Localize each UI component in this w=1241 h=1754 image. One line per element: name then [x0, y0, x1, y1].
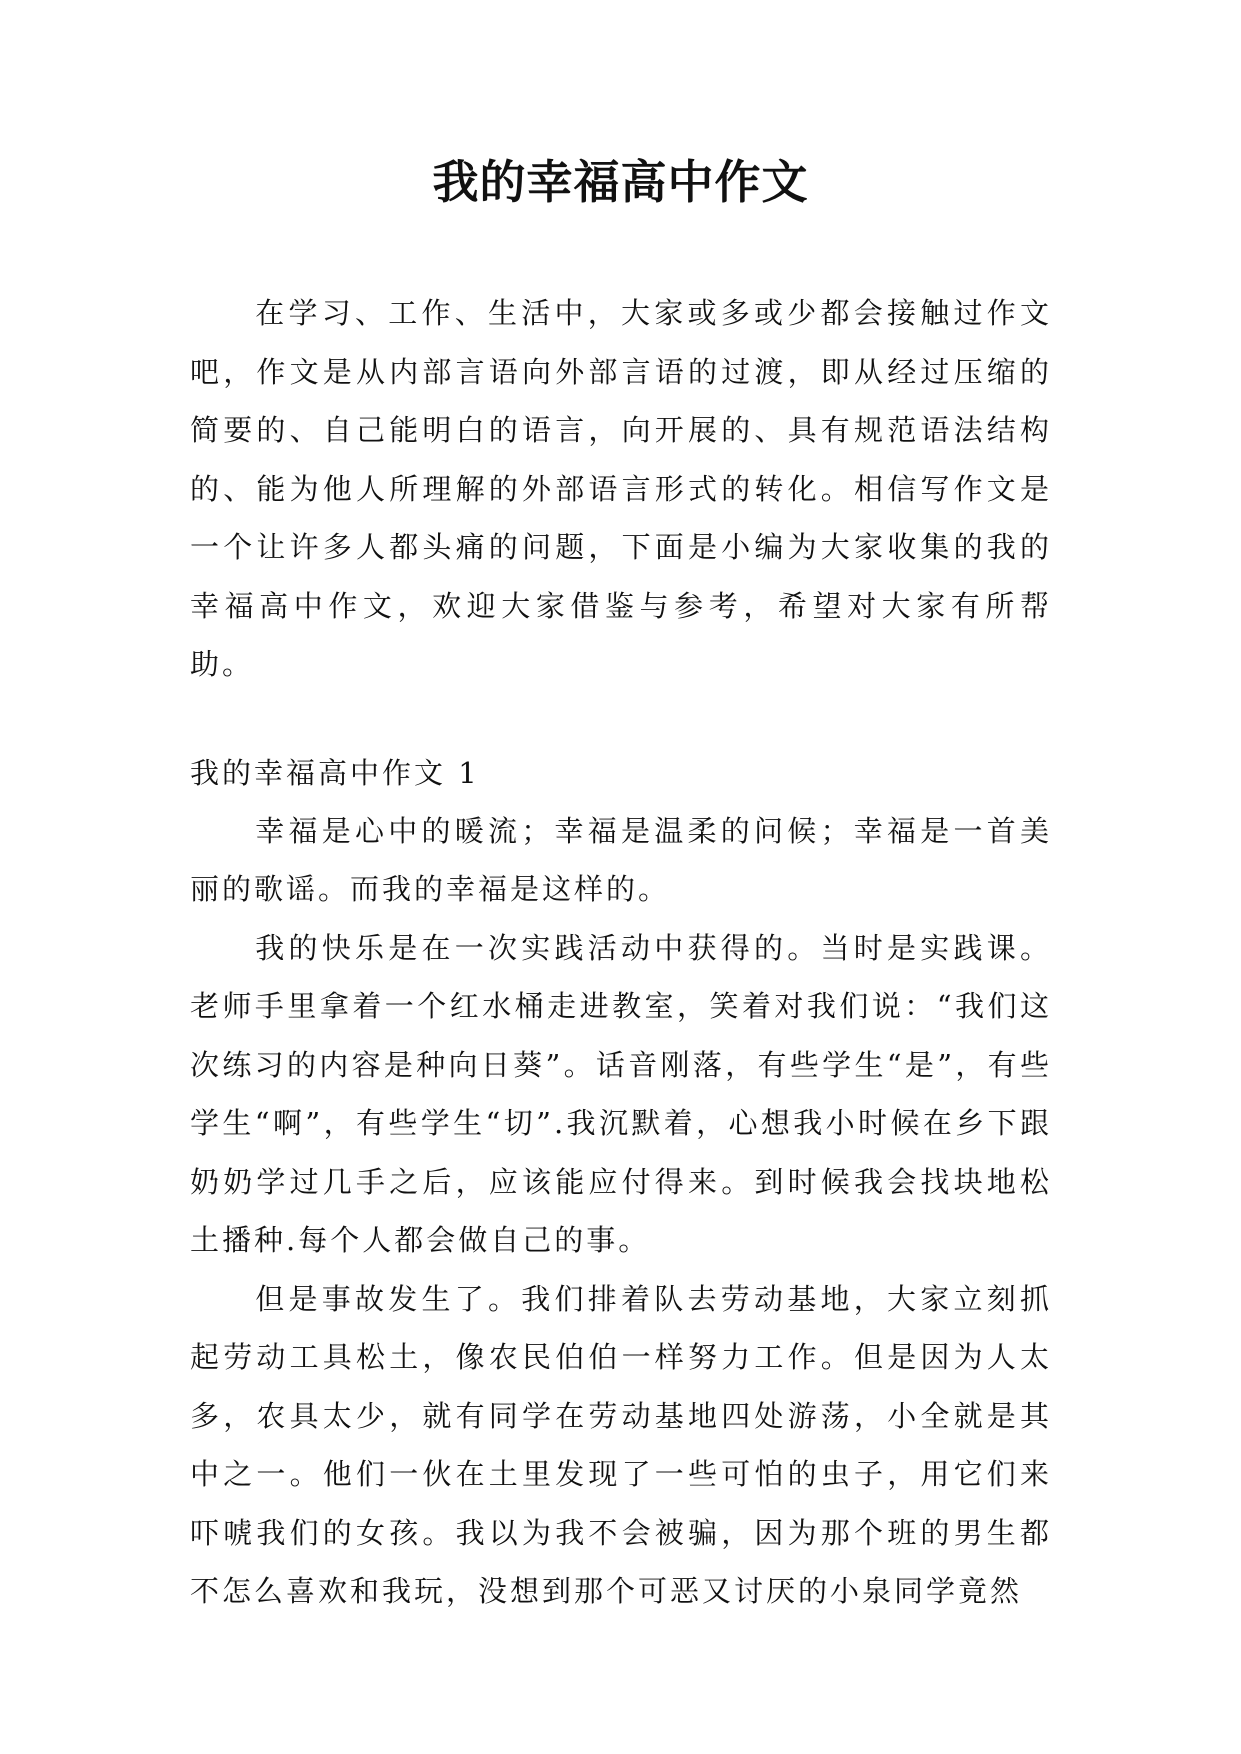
section-heading: 我的幸福高中作文 1	[190, 755, 480, 790]
body-paragraph-3: 但是事故发生了。我们排着队去劳动基地，大家立刻抓起劳动工具松土，像农民伯伯一样努力工作。但是因为人太多，农具太少，就有同学在劳动基地四处游荡，小全就是其中之一。他们一伙在土里发现了一些可怕的虫子，用它们来吓唬我们的女孩。我以为我不会被骗，因为那个班的男生都不怎么喜欢和我玩，没想到那个可恶又讨厌的小泉同学竟然	[190, 1281, 1052, 1608]
document-title: 我的幸福高中作文	[432, 155, 809, 209]
body-paragraph-1: 幸福是心中的暖流；幸福是温柔的问候；幸福是一首美丽的歌谣。而我的幸福是这样的。	[190, 813, 1052, 906]
document-body	[190, 284, 1052, 1621]
paragraph-spacer	[190, 694, 1052, 744]
intro-paragraph: 在学习、工作、生活中，大家或多或少都会接触过作文吧，作文是从内部言语向外部言语的过渡，即从经过压缩的简要的、自己能明白的语言，向开展的、具有规范语法结构的、能为他人所理解的外部语言形式的转化。相信写作文是一个让许多人都头痛的问题，下面是小编为大家收集的我的幸福高中作文，欢迎大家借鉴与参考，希望对大家有所帮助。	[190, 296, 1052, 681]
body-paragraph-2: 我的快乐是在一次实践活动中获得的。当时是实践课。老师手里拿着一个红水桶走进教室，笑着对我们说：“我们这次练习的内容是种向日葵”。话音刚落，有些学生“是”，有些学生“啊”，有些学生“切”.我沉默着，心想我小时候在乡下跟奶奶学过几手之后，应该能应付得来。到时候我会找块地松土播种.每个人都会做自己的事。	[190, 930, 1052, 1257]
